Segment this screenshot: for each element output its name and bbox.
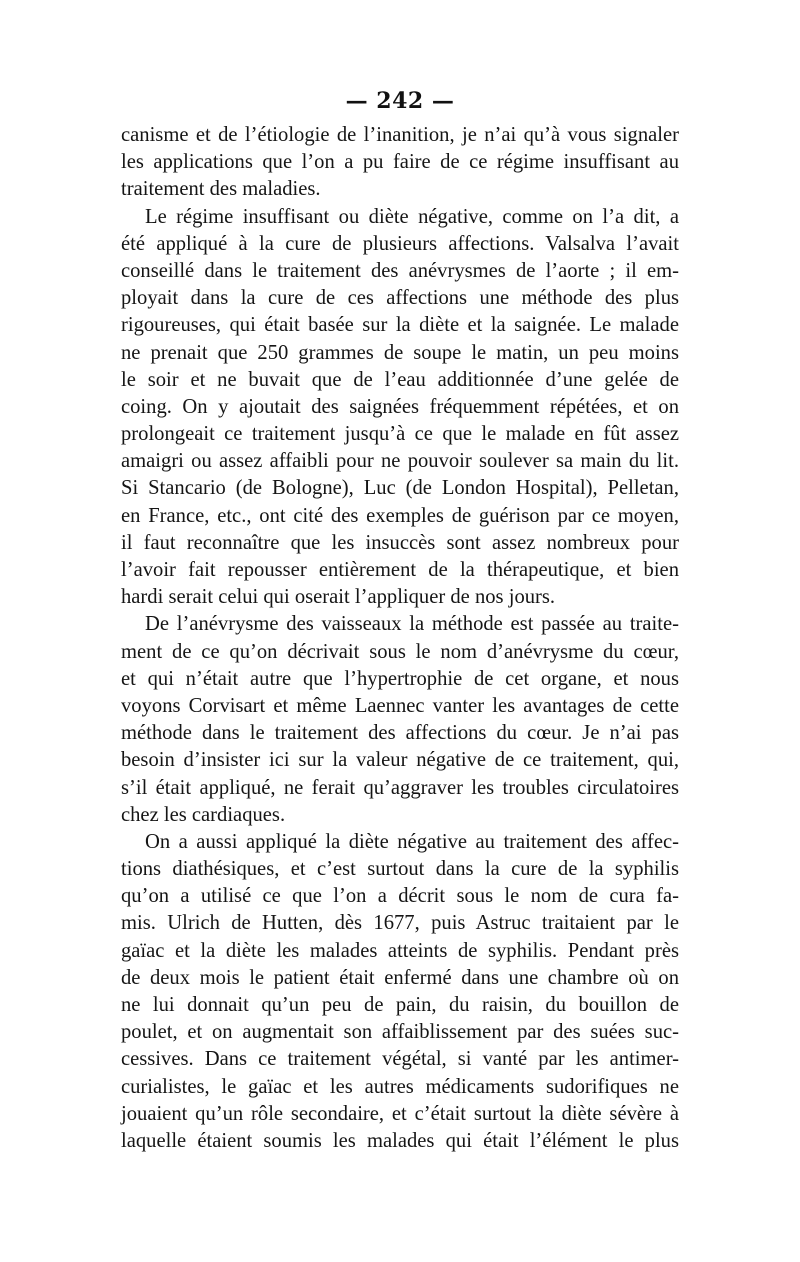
text-line: méthode dans le traitement des affections du cœur. Je n’ai pas xyxy=(121,722,679,745)
text-line: rigoureuses, qui était basée sur la diète et la saignée. Le malade xyxy=(121,314,679,337)
text-line: qu’on a utilisé ce que l’on a décrit sous le nom de cura fa- xyxy=(121,885,679,908)
text-line: ment de ce qu’on décrivait sous le nom d’anévrysme du cœur, xyxy=(121,640,679,663)
text-line: le soir et ne buvait que de l’eau additionnée d’une gelée de xyxy=(121,368,679,391)
text-line: voyons Corvisart et même Laennec vanter les avantages de cette xyxy=(121,694,679,717)
text-line: il faut reconnaître que les insuccès sont assez nombreux pour xyxy=(121,531,679,554)
text-line: traitement des maladies. xyxy=(121,178,321,201)
text-line: cessives. Dans ce traitement végétal, si vanté par les antimer- xyxy=(121,1048,679,1071)
text-line: ne prenait que 250 grammes de soupe le matin, un peu moins xyxy=(121,341,679,364)
text-line: l’avoir fait repousser entièrement de la thérapeutique, et bien xyxy=(121,559,679,581)
text-line: Si Stancario (de Bologne), Luc (de London Hospital), Pelletan, xyxy=(121,477,679,500)
text-line: Le régime insuffisant ou diète négative, comme on l’a dit, a xyxy=(145,205,679,228)
text-line: curialistes, le gaïac et les autres médicaments sudorifiques ne xyxy=(121,1075,679,1098)
text-line: hardi serait celui qui oserait l’appliquer de nos jours. xyxy=(121,586,556,609)
text-line: coing. On y ajoutait des saignées fréquemment répétées, et on xyxy=(121,395,679,418)
text-line: On a aussi appliqué la diète négative au traitement des affec- xyxy=(145,830,679,853)
text-line: ne lui donnait qu’un peu de pain, du raisin, du bouillon de xyxy=(121,994,679,1016)
text-line: été appliqué à la cure de plusieurs affections. Valsalva l’avait xyxy=(121,232,679,255)
text-line: gaïac et la diète les malades atteints de syphilis. Pendant près xyxy=(121,939,679,962)
text-line: prolongeait ce traitement jusqu’à ce que le malade en fût assez xyxy=(121,423,679,446)
page-number: — 242 — xyxy=(345,88,455,114)
text-line: laquelle étaient soumis les malades qui était l’élément le plus xyxy=(121,1129,679,1152)
body-text xyxy=(121,122,679,1155)
text-line: tions diathésiques, et c’est surtout dans la cure de la syphilis xyxy=(121,858,679,881)
text-line: s’il était appliqué, ne ferait qu’aggraver les troubles circulatoires xyxy=(121,776,679,799)
text-line: poulet, et on augmentait son affaiblissement par des suées suc- xyxy=(121,1021,679,1044)
text-line: de deux mois le patient était enfermé dans une chambre où on xyxy=(121,966,679,989)
text-line: en France, etc., ont cité des exemples de guérison par ce moyen, xyxy=(121,504,679,527)
text-line: ployait dans la cure de ces affections une méthode des plus xyxy=(121,287,679,310)
text-line: conseillé dans le traitement des anévrysmes de l’aorte ; il em- xyxy=(121,259,679,282)
text-line: chez les cardiaques. xyxy=(121,803,286,826)
text-line: jouaient qu’un rôle secondaire, et c’était surtout la diète sévère à xyxy=(121,1102,679,1125)
text-line: les applications que l’on a pu faire de ce régime insuffisant au xyxy=(121,151,679,174)
text-line: De l’anévrysme des vaisseaux la méthode est passée au traite- xyxy=(145,613,679,636)
text-line: amaigri ou assez affaibli pour ne pouvoir soulever sa main du lit. xyxy=(121,450,679,473)
text-line: canisme et de l’étiologie de l’inanition, je n’ai qu’à vous signaler xyxy=(121,124,679,146)
text-line: besoin d’insister ici sur la valeur négative de ce traitement, qui, xyxy=(121,749,679,772)
text-line: mis. Ulrich de Hutten, dès 1677, puis Astruc traitaient par le xyxy=(121,912,679,935)
text-line: et qui n’était autre que l’hypertrophie de cet organe, et nous xyxy=(121,667,679,690)
